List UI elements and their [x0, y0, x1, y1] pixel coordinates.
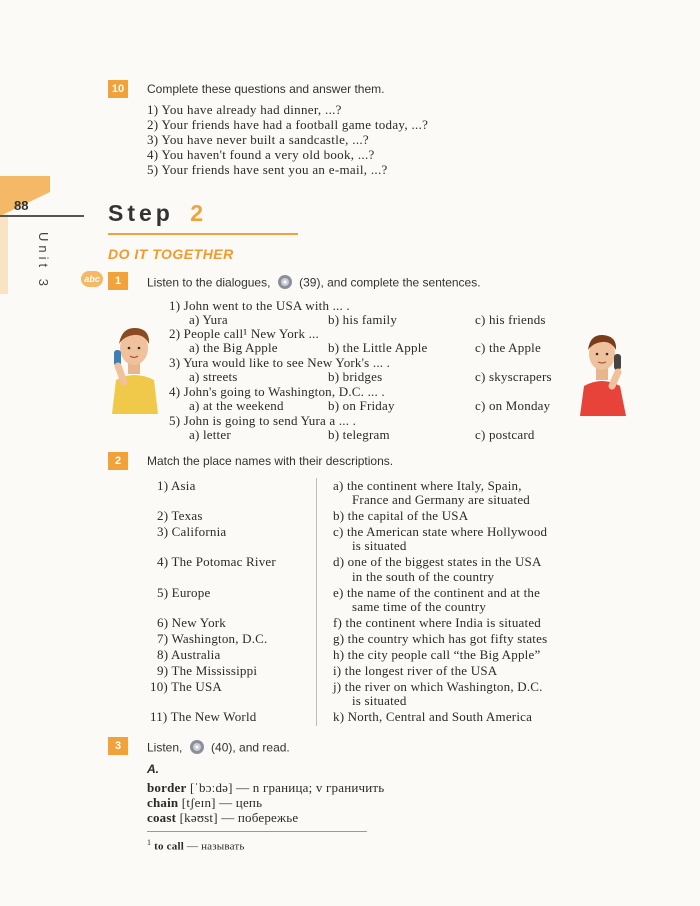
- vocab-transcription: [kəʊst]: [179, 810, 218, 825]
- place-name: 11) The New World: [150, 709, 257, 724]
- description: a) the continent where Italy, Spain,: [333, 478, 522, 493]
- description: g) the country which has got fifty states: [333, 631, 548, 646]
- step-word: Step: [108, 200, 174, 226]
- question-item: 3) You have never built a sandcastle, ...?: [147, 132, 369, 147]
- vocab-gloss: — побережье: [221, 810, 299, 825]
- question-item: 5) Your friends have sent you an e-mail, ...?: [147, 162, 388, 177]
- abc-icon: abc: [81, 271, 103, 287]
- place-name: 10) The USA: [150, 679, 223, 694]
- place-name: 2) Texas: [157, 508, 203, 523]
- exercise-number: 1: [108, 272, 128, 290]
- description-cont: is situated: [352, 693, 407, 708]
- vocab-transcription: [ˈbɔːdə]: [189, 780, 233, 795]
- question-item: 2) Your friends have had a football game today, ...?: [147, 117, 429, 132]
- exercise-number: 3: [108, 737, 128, 755]
- description-cont: in the south of the country: [352, 569, 495, 584]
- question-item: 4) You haven't found a very old book, ...?: [147, 147, 375, 162]
- answer-option: b) the Little Apple: [328, 340, 428, 355]
- description: e) the name of the continent and at the: [333, 585, 541, 600]
- dialogue-question: 3) Yura would like to see New York's ... .: [169, 355, 391, 370]
- exercise-number: 2: [108, 452, 128, 470]
- footnote-mark: 1: [147, 838, 152, 847]
- answer-option: c) his friends: [475, 312, 546, 327]
- place-name: 8) Australia: [157, 647, 221, 662]
- description: j) the river on which Washington, D.C.: [333, 679, 543, 694]
- exercise-instruction: Complete these questions and answer them.: [147, 82, 385, 96]
- answer-option: c) on Monday: [475, 398, 551, 413]
- exercise-instruction: [147, 739, 290, 758]
- unit-label: Unit 3: [36, 232, 51, 290]
- description: b) the capital of the USA: [333, 508, 469, 523]
- page-number-rule: [0, 215, 84, 217]
- answer-option: c) postcard: [475, 427, 535, 442]
- footnote-word: to call: [154, 840, 184, 853]
- answer-option: b) his family: [328, 312, 398, 327]
- answer-option: a) letter: [189, 427, 231, 442]
- description: f) the continent where India is situated: [333, 615, 541, 630]
- vocab-entry: [147, 780, 384, 796]
- description-cont: France and Germany are situated: [352, 492, 531, 507]
- vocab-word: coast: [147, 810, 177, 825]
- audio-disc-icon[interactable]: [277, 274, 293, 293]
- exercise-instruction: [147, 274, 481, 293]
- exercise-instruction: Match the place names with their descriptions.: [147, 454, 394, 468]
- answer-option: a) at the weekend: [189, 398, 284, 413]
- instruction-text: (39), and complete the sentences.: [299, 275, 481, 290]
- description: c) the American state where Hollywood: [333, 524, 548, 539]
- vocab-entry: [147, 810, 298, 826]
- footnote-rule: [147, 831, 367, 832]
- place-name: 9) The Mississippi: [157, 663, 258, 678]
- description: h) the city people call “the Big Apple”: [333, 647, 541, 662]
- answer-option: a) Yura: [189, 312, 228, 327]
- description: d) one of the biggest states in the USA: [333, 554, 542, 569]
- vocab-gloss: — цепь: [219, 795, 263, 810]
- answer-option: b) on Friday: [328, 398, 395, 413]
- vocab-word: border: [147, 780, 187, 795]
- section-title: DO IT TOGETHER: [108, 246, 234, 262]
- answer-option: a) the Big Apple: [189, 340, 278, 355]
- description: k) North, Central and South America: [333, 709, 533, 724]
- instruction-text: Listen,: [147, 740, 183, 755]
- exercise-number: 10: [108, 80, 128, 98]
- description-cont: is situated: [352, 538, 407, 553]
- answer-option: c) the Apple: [475, 340, 541, 355]
- step-heading: [108, 200, 207, 227]
- answer-option: c) skyscrapers: [475, 369, 552, 384]
- place-name: 3) California: [157, 524, 227, 539]
- question-item: 1) You have already had dinner, ...?: [147, 102, 342, 117]
- place-name: 6) New York: [157, 615, 227, 630]
- page-number: 88: [14, 198, 29, 213]
- boy-on-phone-illustration-left: [106, 322, 162, 418]
- instruction-text: Listen to the dialogues,: [147, 275, 271, 290]
- place-name: 4) The Potomac River: [157, 554, 276, 569]
- dialogue-question: 5) John is going to send Yura a ... .: [169, 413, 357, 428]
- answer-option: b) telegram: [328, 427, 390, 442]
- dialogue-question: 2) People call¹ New York ...: [169, 326, 319, 341]
- boy-on-phone-illustration-right: [576, 330, 630, 420]
- part-label: A.: [147, 762, 159, 776]
- dialogue-question: 4) John's going to Washington, D.C. ... .: [169, 384, 385, 399]
- vocab-entry: [147, 795, 262, 811]
- place-name: 1) Asia: [157, 478, 196, 493]
- place-name: 7) Washington, D.C.: [157, 631, 268, 646]
- description: i) the longest river of the USA: [333, 663, 498, 678]
- dialogue-question: 1) John went to the USA with ... .: [169, 298, 350, 313]
- vocab-gloss: — n граница; v граничить: [236, 780, 385, 795]
- audio-disc-icon[interactable]: [189, 739, 205, 758]
- description-cont: same time of the country: [352, 599, 487, 614]
- instruction-text: (40), and read.: [211, 740, 290, 755]
- footnote-gloss: — называть: [186, 840, 245, 853]
- place-name: 5) Europe: [157, 585, 211, 600]
- answer-option: a) streets: [189, 369, 238, 384]
- step-number: 2: [190, 200, 208, 226]
- footnote: [147, 838, 245, 853]
- column-divider: [316, 478, 317, 726]
- vocab-transcription: [tʃeɪn]: [181, 795, 216, 810]
- answer-option: b) bridges: [328, 369, 383, 384]
- vocab-word: chain: [147, 795, 179, 810]
- step-underline: [108, 233, 298, 235]
